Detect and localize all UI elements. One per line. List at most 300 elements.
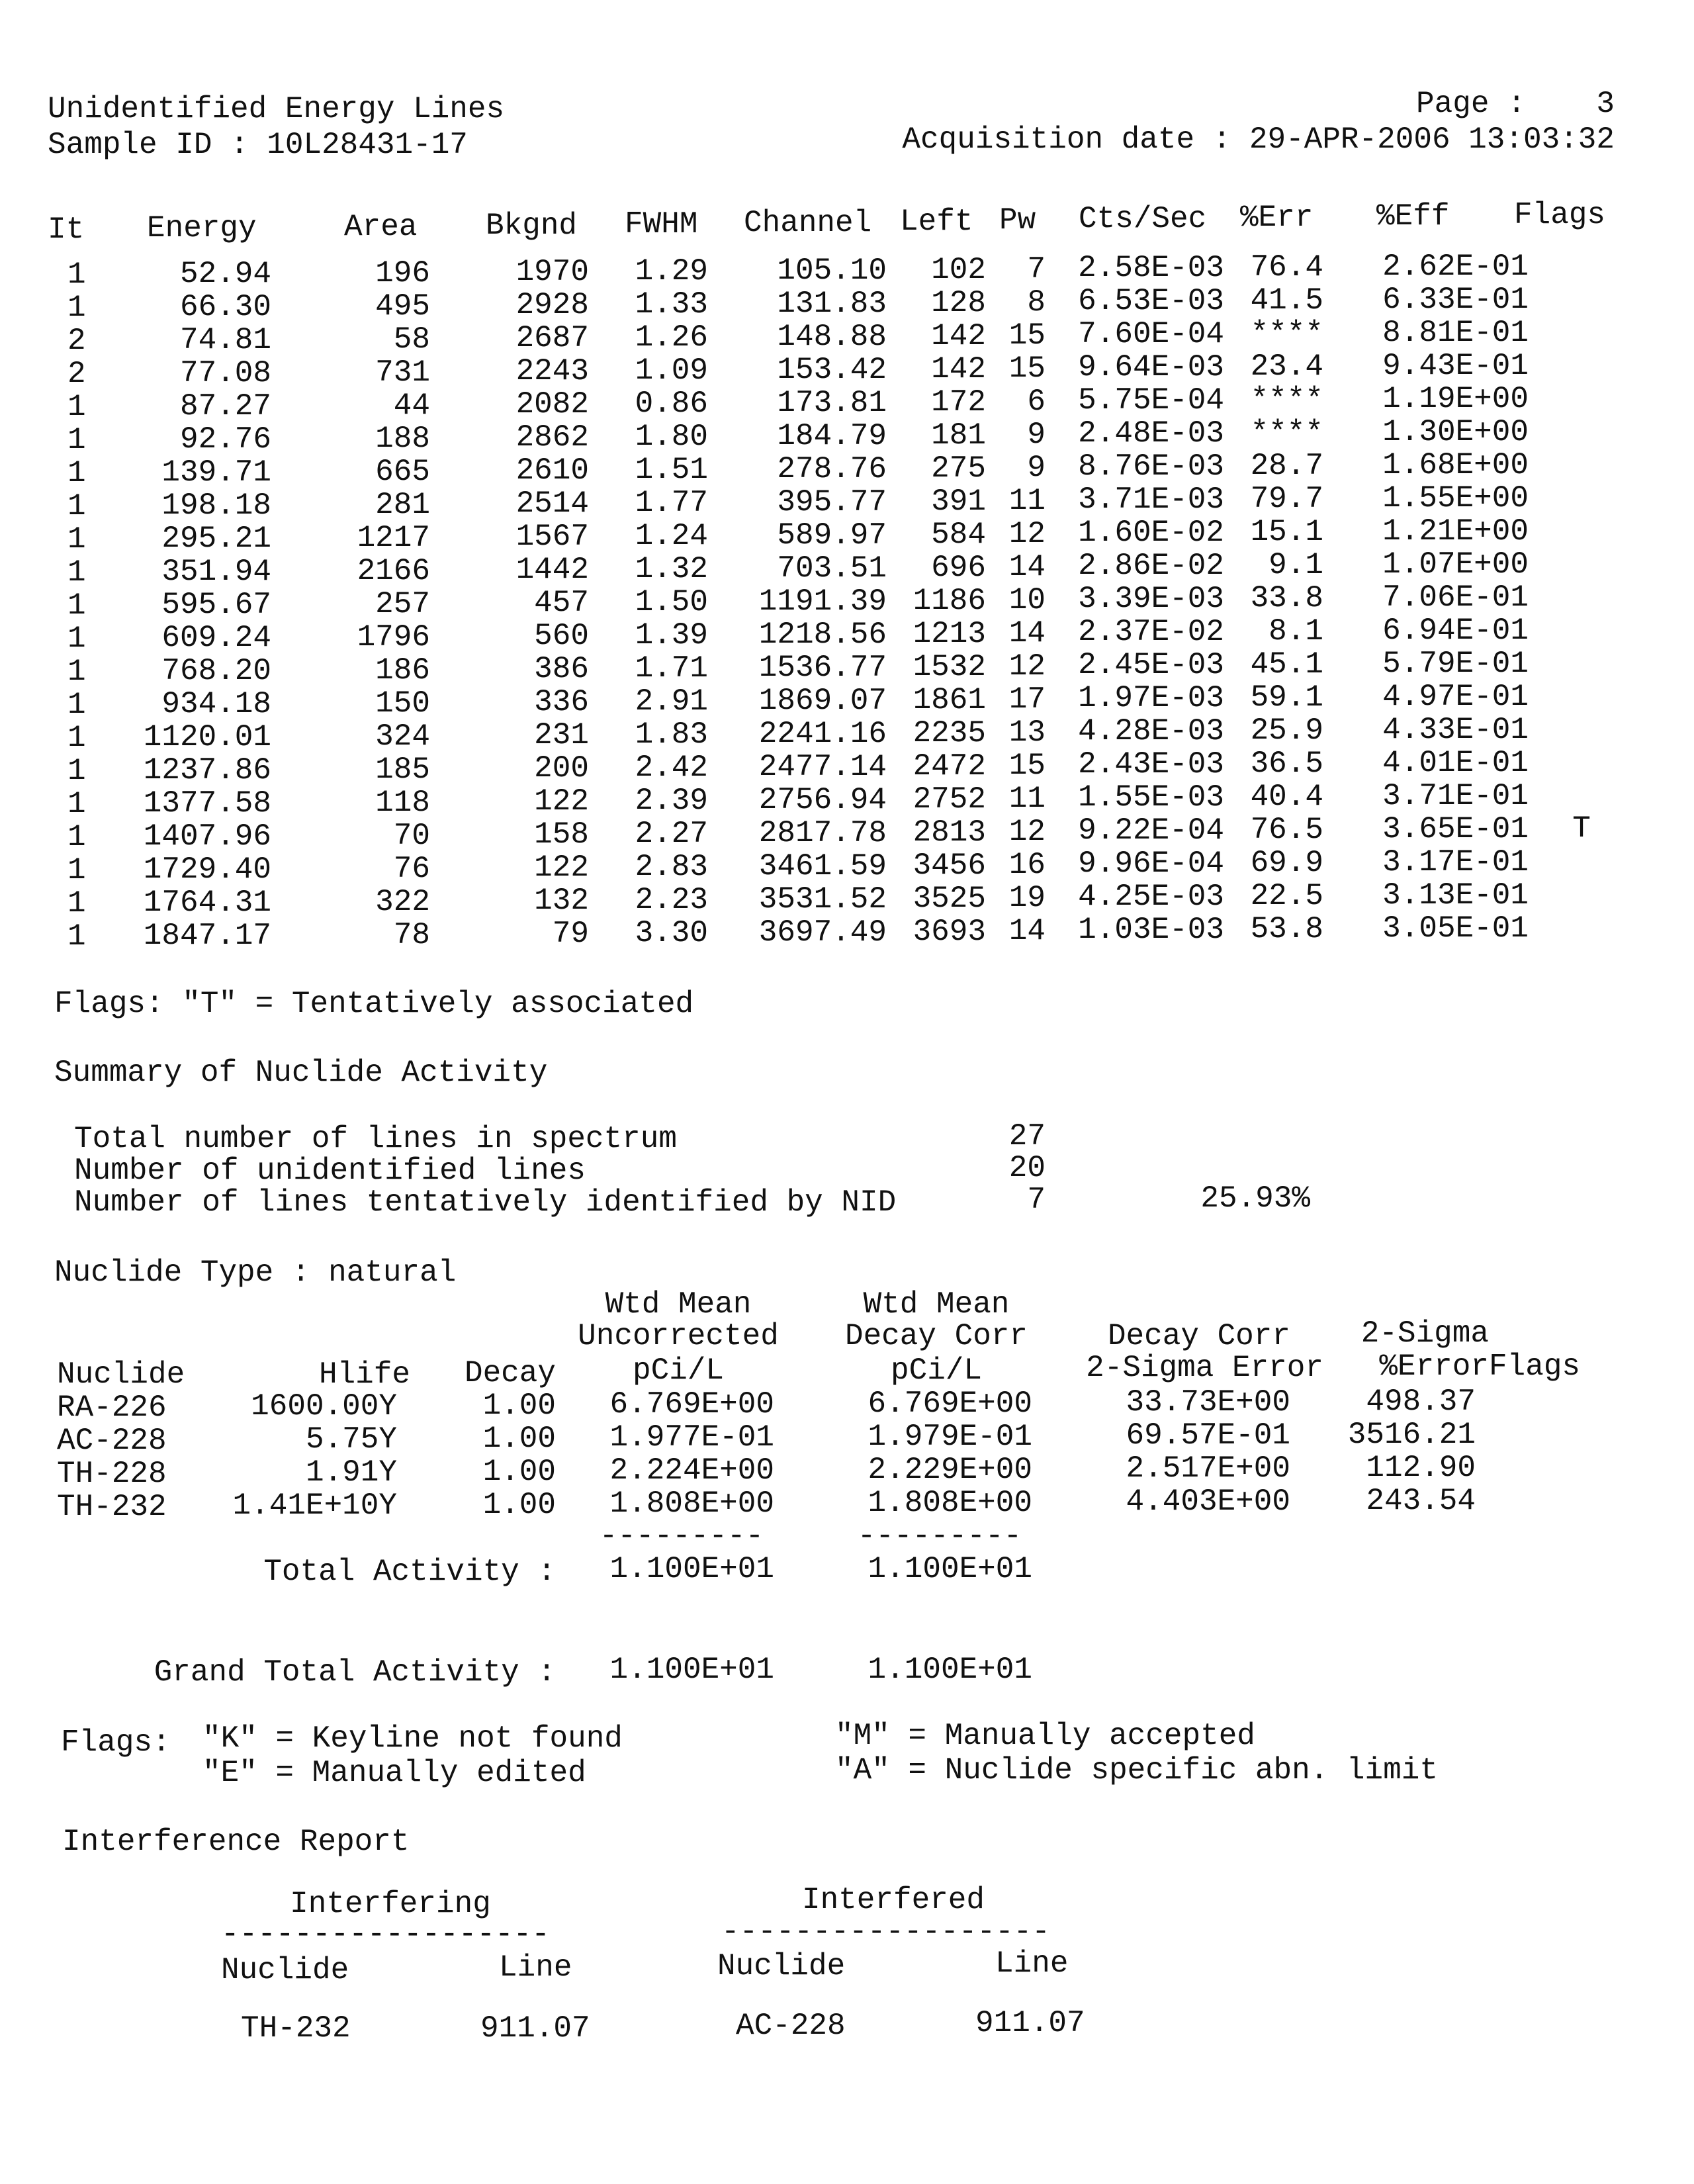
nuclide-cell: 1.00	[482, 1455, 556, 1489]
total-activity-label: Total Activity :	[263, 1555, 556, 1589]
lines-cell: 13	[1008, 715, 1046, 750]
lines-col-header: Pw	[999, 203, 1036, 238]
lines-cell: 495	[375, 289, 430, 324]
lines-cell: 8.81E-01	[1382, 316, 1529, 350]
lines-cell: 122	[534, 784, 589, 819]
lines-cell: 934.18	[161, 687, 271, 721]
lines-cell: 1.30E+00	[1382, 415, 1529, 449]
lines-cell: 25.9	[1250, 713, 1323, 748]
lines-cell: 1	[67, 489, 86, 523]
lines-col-header: Left	[900, 205, 973, 239]
flags-legend-prefix: Flags:	[61, 1725, 171, 1760]
lines-cell: 2.37E-02	[1078, 615, 1224, 649]
lines-cell: 69.9	[1250, 846, 1323, 880]
nuclide-cell: 2.224E+00	[609, 1453, 774, 1488]
nuclide-cell: TH-232	[57, 1490, 167, 1524]
lines-cell: 1.19E+00	[1382, 382, 1529, 416]
lines-cell: 9.43E-01	[1382, 349, 1529, 383]
lines-cell: 5.79E-01	[1382, 647, 1529, 681]
nuclide-cell: 1.41E+10Y	[232, 1488, 397, 1523]
lines-cell: 1	[67, 257, 86, 292]
lines-cell: 1796	[357, 620, 430, 655]
lines-cell: 2	[67, 357, 86, 391]
lines-cell: 231	[534, 718, 589, 752]
lines-cell: 457	[534, 586, 589, 620]
lines-cell: 66.30	[179, 290, 271, 324]
lines-cell: 1536.77	[758, 651, 887, 685]
lines-cell: 148.88	[777, 320, 887, 354]
lines-cell: 5.75E-04	[1078, 383, 1224, 418]
lines-cell: 52.94	[179, 257, 271, 291]
lines-cell: 696	[931, 551, 986, 585]
lines-cell: 92.76	[179, 422, 271, 457]
lines-cell: 4.25E-03	[1078, 880, 1224, 914]
lines-cell: 2082	[515, 387, 589, 422]
nuclide-cell: 1.00	[482, 1388, 556, 1423]
lines-cell: 181	[931, 418, 986, 453]
lines-col-header: Bkgnd	[486, 208, 578, 243]
lines-cell: 2243	[515, 354, 589, 388]
lines-cell: 4.28E-03	[1078, 714, 1224, 749]
lines-cell: 77.08	[179, 356, 271, 390]
lines-cell: 36.5	[1250, 747, 1323, 781]
nuclide-col-header: 2-Sigma Error	[1086, 1351, 1323, 1385]
lines-cell: 3456	[913, 848, 986, 883]
lines-cell: T	[1572, 811, 1591, 846]
page-label: Page :	[1416, 87, 1526, 121]
lines-cell: 1213	[913, 617, 986, 651]
lines-cell: 1.97E-03	[1078, 681, 1224, 715]
lines-cell: 142	[931, 319, 986, 353]
nuclide-cell: 2.517E+00	[1126, 1451, 1290, 1486]
lines-cell: 1	[67, 423, 86, 457]
lines-cell: 1	[67, 721, 86, 755]
lines-cell: 142	[931, 352, 986, 387]
nuclide-cell: 2.229E+00	[868, 1453, 1032, 1487]
lines-cell: 1.80	[635, 420, 708, 454]
lines-cell: 53.8	[1250, 912, 1323, 946]
lines-cell: 173.81	[777, 386, 887, 420]
lines-cell: 185	[375, 752, 430, 787]
lines-cell: 150	[375, 686, 430, 721]
lines-cell: 7	[1027, 252, 1046, 287]
lines-cell: 17	[1008, 682, 1046, 717]
lines-cell: 3697.49	[758, 915, 887, 950]
lines-cell: 4.97E-01	[1382, 680, 1529, 714]
lines-cell: 2.42	[635, 751, 708, 785]
lines-cell: 1217	[357, 521, 430, 555]
lines-cell: 1.09	[635, 353, 708, 388]
nuclide-cell: RA-226	[57, 1390, 167, 1425]
lines-cell: 12	[1008, 815, 1046, 849]
nuclide-cell: 1.977E-01	[609, 1420, 774, 1455]
interfering-separator: ------------------	[221, 1917, 550, 1952]
nuclide-cell: 69.57E-01	[1126, 1418, 1290, 1453]
lines-cell: 79.7	[1250, 482, 1323, 516]
lines-cell: 9.22E-04	[1078, 813, 1224, 848]
lines-cell: 102	[931, 253, 986, 287]
lines-cell: 2477.14	[758, 750, 887, 784]
lines-cell: 12	[1008, 649, 1046, 684]
lines-cell: 1.55E+00	[1382, 481, 1529, 516]
lines-col-header: It	[48, 212, 85, 247]
lines-cell: 14	[1008, 914, 1046, 948]
nuclide-cell: 1600.00Y	[251, 1389, 397, 1424]
lines-cell: 584	[931, 518, 986, 552]
lines-cell: 1.68E+00	[1382, 448, 1529, 482]
nuclide-cell: AC-228	[57, 1424, 167, 1458]
lines-cell: 1120.01	[143, 720, 271, 754]
lines-cell: 1764.31	[143, 886, 271, 920]
lines-cell: 2241.16	[758, 717, 887, 751]
err-header-1: Decay Corr	[1107, 1319, 1290, 1353]
lines-cell: 1970	[515, 255, 589, 289]
interfered-line: 911.07	[975, 2006, 1085, 2040]
lines-cell: 1847.17	[143, 919, 271, 953]
lines-cell: 16	[1008, 848, 1046, 882]
lines-cell: 15	[1008, 318, 1046, 353]
lines-cell: 665	[375, 455, 430, 489]
lines-cell: 11	[1008, 484, 1046, 518]
lines-col-header: FWHM	[625, 207, 698, 242]
acquisition-date: Acquisition date : 29-APR-2006 13:03:32	[902, 122, 1615, 157]
sample-id: Sample ID : 10L28431-17	[48, 128, 468, 162]
lines-cell: 41.5	[1250, 283, 1323, 318]
nuclide-cell: 498.37	[1366, 1385, 1476, 1419]
lines-cell: 1.32	[635, 552, 708, 586]
lines-cell: 768.20	[161, 654, 271, 688]
lines-col-header: %Err	[1240, 201, 1314, 235]
lines-cell: 1	[67, 390, 86, 424]
lines-col-header: Energy	[147, 211, 257, 246]
grand-total-uncorr: 1.100E+01	[609, 1653, 774, 1687]
lines-cell: 2166	[357, 554, 430, 588]
lines-cell: 76.5	[1250, 813, 1323, 847]
interfering-line: 911.07	[480, 2011, 590, 2046]
lines-cell: 1	[67, 820, 86, 854]
lines-cell: 1.50	[635, 585, 708, 619]
lines-cell: 1.29	[635, 254, 708, 289]
corr-separator: ---------	[857, 1519, 1022, 1553]
lines-cell: 9.1	[1269, 548, 1323, 582]
lines-cell: 1.24	[635, 519, 708, 553]
summary-value: 7	[1027, 1183, 1046, 1217]
lines-cell: 1.39	[635, 618, 708, 653]
grand-total-label: Grand Total Activity :	[154, 1655, 556, 1690]
lines-cell: 8.1	[1269, 614, 1323, 649]
lines-cell: 1.07E+00	[1382, 547, 1529, 582]
nuclide-col-header: pCi/L	[632, 1353, 725, 1388]
lines-cell: 2.27	[635, 817, 708, 851]
lines-cell: 131.83	[777, 287, 887, 321]
nuclide-cell: 1.808E+00	[868, 1486, 1032, 1520]
lines-cell: 9.96E-04	[1078, 846, 1224, 881]
lines-cell: 198.18	[161, 488, 271, 523]
lines-cell: 560	[534, 619, 589, 653]
lines-cell: 1	[67, 787, 86, 821]
report-title: Unidentified Energy Lines	[48, 92, 505, 126]
lines-cell: 2.86E-02	[1078, 549, 1224, 583]
nuclide-cell: 33.73E+00	[1126, 1385, 1290, 1420]
lines-cell: 351.94	[161, 555, 271, 589]
lines-cell: 2862	[515, 420, 589, 455]
lines-cell: 4.01E-01	[1382, 746, 1529, 780]
lines-cell: 8	[1027, 285, 1046, 320]
lines-cell: 1237.86	[143, 753, 271, 788]
lines-cell: 9	[1027, 451, 1046, 485]
lines-cell: 172	[931, 385, 986, 420]
lines-cell: 4.33E-01	[1382, 713, 1529, 747]
lines-cell: 1729.40	[143, 852, 271, 887]
lines-cell: 78	[393, 918, 430, 952]
lines-cell: 2756.94	[758, 783, 887, 817]
lines-cell: 1.26	[635, 320, 708, 355]
lines-cell: 3.71E-03	[1078, 482, 1224, 517]
lines-cell: 9	[1027, 418, 1046, 452]
lines-cell: 3.17E-01	[1382, 845, 1529, 880]
nuclide-col-header: Hlife	[318, 1357, 410, 1392]
lines-cell: 324	[375, 719, 430, 754]
lines-cell: 6.33E-01	[1382, 283, 1529, 317]
lines-cell: 6.53E-03	[1078, 284, 1224, 318]
lines-cell: 1.77	[635, 486, 708, 520]
lines-cell: 2472	[913, 749, 986, 784]
interfering-heading: Interfering	[290, 1887, 491, 1921]
lines-cell: 391	[931, 484, 986, 519]
lines-cell: 609.24	[161, 621, 271, 655]
flag-a: "A" = Nuclide specific abn. limit	[835, 1753, 1438, 1788]
lines-cell: 1407.96	[143, 819, 271, 854]
nuclide-type: Nuclide Type : natural	[54, 1255, 457, 1290]
lines-cell: 74.81	[179, 323, 271, 357]
lines-cell: 1	[67, 555, 86, 590]
lines-cell: 1861	[913, 683, 986, 717]
lines-cell: 1.51	[635, 453, 708, 487]
nuclide-col-header: Decay	[464, 1356, 556, 1390]
lines-cell: 3.65E-01	[1382, 812, 1529, 846]
lines-cell: 1.03E-03	[1078, 913, 1224, 947]
lines-cell: 196	[375, 256, 430, 291]
lines-cell: 15	[1008, 351, 1046, 386]
lines-cell: 2752	[913, 782, 986, 817]
interfering-nuclide: TH-232	[241, 2011, 351, 2046]
nuclide-col-header: %Error	[1379, 1349, 1489, 1384]
nuclide-cell: 1.808E+00	[609, 1486, 774, 1521]
lines-cell: 2	[67, 324, 86, 358]
lines-cell: 1191.39	[758, 584, 887, 619]
lines-cell: 7.60E-04	[1078, 317, 1224, 351]
nuclide-cell: 3516.21	[1347, 1418, 1476, 1452]
lines-cell: 1	[67, 754, 86, 788]
summary-heading: Summary of Nuclide Activity	[54, 1056, 548, 1090]
lines-cell: 1186	[913, 584, 986, 618]
nuclide-cell: 112.90	[1366, 1451, 1476, 1485]
lines-cell: 1218.56	[758, 617, 887, 652]
summary-value: 27	[1008, 1119, 1046, 1154]
lines-cell: 153.42	[777, 353, 887, 387]
lines-cell: 3525	[913, 882, 986, 916]
summary-label: Total number of lines in spectrum	[74, 1122, 677, 1156]
lines-cell: 1.33	[635, 287, 708, 322]
lines-cell: 22.5	[1250, 879, 1323, 913]
lines-cell: ****	[1250, 416, 1323, 450]
lines-cell: 23.4	[1250, 349, 1323, 384]
lines-cell: 1442	[515, 553, 589, 587]
lines-cell: ****	[1250, 383, 1323, 417]
lines-cell: 105.10	[777, 253, 887, 288]
lines-cell: 386	[534, 652, 589, 686]
summary-value: 20	[1008, 1151, 1046, 1185]
lines-cell: 79	[552, 917, 589, 951]
lines-cell: 11	[1008, 782, 1046, 816]
lines-cell: 257	[375, 587, 430, 621]
lines-cell: 336	[534, 685, 589, 719]
lines-cell: 1.83	[635, 717, 708, 752]
lines-cell: 1	[67, 655, 86, 689]
lines-cell: 281	[375, 488, 430, 522]
lines-cell: 58	[393, 322, 430, 357]
nuclide-cell: 4.403E+00	[1126, 1484, 1290, 1519]
lines-cell: 278.76	[777, 452, 887, 486]
lines-cell: 200	[534, 751, 589, 786]
lines-cell: 1	[67, 886, 86, 921]
lines-cell: 1	[67, 853, 86, 887]
nuclide-cell: 243.54	[1366, 1484, 1476, 1518]
lines-cell: 322	[375, 885, 430, 919]
flag-e: "E" = Manually edited	[202, 1756, 586, 1790]
lines-cell: 1532	[913, 650, 986, 684]
lines-cell: 76	[393, 852, 430, 886]
nuclide-cell: 6.769E+00	[868, 1387, 1032, 1421]
lines-cell: 1	[67, 522, 86, 557]
lines-cell: 2.58E-03	[1078, 251, 1224, 285]
nuclide-cell: 1.91Y	[305, 1455, 397, 1490]
lines-cell: 10	[1008, 583, 1046, 617]
lines-cell: 2928	[515, 288, 589, 322]
interfering-nuclide-col: Nuclide	[221, 1953, 349, 1987]
lines-cell: 139.71	[161, 455, 271, 490]
lines-cell: 703.51	[777, 551, 887, 586]
lines-cell: 1.71	[635, 651, 708, 686]
total-corr: 1.100E+01	[868, 1552, 1032, 1586]
lines-cell: 6	[1027, 385, 1046, 419]
nuclide-col-header: Nuclide	[57, 1357, 185, 1392]
lines-cell: 275	[931, 451, 986, 486]
lines-col-header: Flags	[1514, 198, 1606, 232]
flag-m: "M" = Manually accepted	[835, 1719, 1255, 1753]
lines-cell: 122	[534, 850, 589, 885]
lines-cell: 2514	[515, 486, 589, 521]
lines-cell: 3693	[913, 915, 986, 949]
grand-total-corr: 1.100E+01	[868, 1653, 1032, 1687]
lines-cell: 395.77	[777, 485, 887, 520]
lines-cell: 132	[534, 884, 589, 918]
interfering-line-col: Line	[499, 1950, 572, 1985]
lines-cell: 2817.78	[758, 816, 887, 850]
interfered-nuclide: AC-228	[736, 2009, 846, 2043]
lines-cell: 1	[67, 291, 86, 325]
lines-cell: 7.06E-01	[1382, 580, 1529, 615]
lines-cell: 44	[393, 388, 430, 423]
lines-cell: 3.39E-03	[1078, 582, 1224, 616]
uncorr-header-2: Uncorrected	[578, 1319, 779, 1353]
lines-cell: 186	[375, 653, 430, 688]
lines-cell: 2813	[913, 815, 986, 850]
lines-cell: 295.21	[161, 522, 271, 556]
lines-cell: 2235	[913, 716, 986, 751]
pct-header-1: 2-Sigma	[1360, 1316, 1489, 1351]
lines-cell: 15.1	[1250, 515, 1323, 549]
lines-cell: 118	[375, 786, 430, 820]
lines-cell: 14	[1008, 616, 1046, 651]
total-uncorr: 1.100E+01	[609, 1552, 774, 1586]
lines-cell: 28.7	[1250, 449, 1323, 483]
flags-note: Flags: "T" = Tentatively associated	[54, 987, 694, 1021]
lines-cell: 59.1	[1250, 680, 1323, 715]
nuclide-cell: TH-228	[57, 1457, 167, 1491]
lines-cell: 1869.07	[758, 684, 887, 718]
lines-cell: 2.48E-03	[1078, 416, 1224, 451]
lines-cell: 158	[534, 817, 589, 852]
lines-col-header: Channel	[744, 206, 872, 240]
lines-cell: 3.13E-01	[1382, 878, 1529, 913]
lines-cell: 128	[931, 286, 986, 320]
page-number: 3	[1596, 87, 1615, 121]
lines-cell: 1	[67, 456, 86, 490]
interfered-nuclide-col: Nuclide	[717, 1949, 846, 1983]
corr-header-1: Wtd Mean	[863, 1287, 1010, 1322]
nuclide-cell: 1.979E-01	[868, 1420, 1032, 1454]
lines-cell: 2610	[515, 453, 589, 488]
lines-cell: 589.97	[777, 518, 887, 553]
lines-cell: 2.83	[635, 850, 708, 884]
nuclide-cell: 1.00	[482, 1422, 556, 1456]
lines-cell: 1.60E-02	[1078, 516, 1224, 550]
summary-label: Number of unidentified lines	[74, 1154, 586, 1188]
lines-cell: 1377.58	[143, 786, 271, 821]
lines-cell: 2.43E-03	[1078, 747, 1224, 782]
lines-cell: 595.67	[161, 588, 271, 622]
lines-cell: 87.27	[179, 389, 271, 424]
interfered-separator: ------------------	[721, 1915, 1050, 1949]
nuclide-cell: 1.00	[482, 1488, 556, 1522]
nuclide-col-header: Flags	[1489, 1349, 1581, 1384]
lines-cell: 2.91	[635, 684, 708, 719]
lines-cell: 184.79	[777, 419, 887, 453]
lines-cell: 1.55E-03	[1078, 780, 1224, 815]
lines-cell: 731	[375, 355, 430, 390]
lines-cell: 12	[1008, 517, 1046, 551]
nuclide-cell: 6.769E+00	[609, 1387, 774, 1422]
lines-cell: 8.76E-03	[1078, 449, 1224, 484]
lines-cell: 1	[67, 621, 86, 656]
lines-cell: 9.64E-03	[1078, 350, 1224, 385]
lines-cell: 3.05E-01	[1382, 911, 1529, 946]
summary-percent: 25.93%	[1200, 1181, 1310, 1216]
lines-cell: 3461.59	[758, 849, 887, 884]
lines-cell: 15	[1008, 749, 1046, 783]
lines-cell: 70	[393, 819, 430, 853]
lines-cell: 40.4	[1250, 780, 1323, 814]
nuclide-cell: 5.75Y	[305, 1422, 397, 1457]
lines-cell: 1567	[515, 520, 589, 554]
flag-k: "K" = Keyline not found	[202, 1721, 623, 1756]
lines-cell: 1	[67, 688, 86, 722]
lines-cell: 19	[1008, 881, 1046, 915]
lines-cell: 6.94E-01	[1382, 614, 1529, 648]
lines-cell: 2.39	[635, 784, 708, 818]
lines-cell: 0.86	[635, 387, 708, 421]
